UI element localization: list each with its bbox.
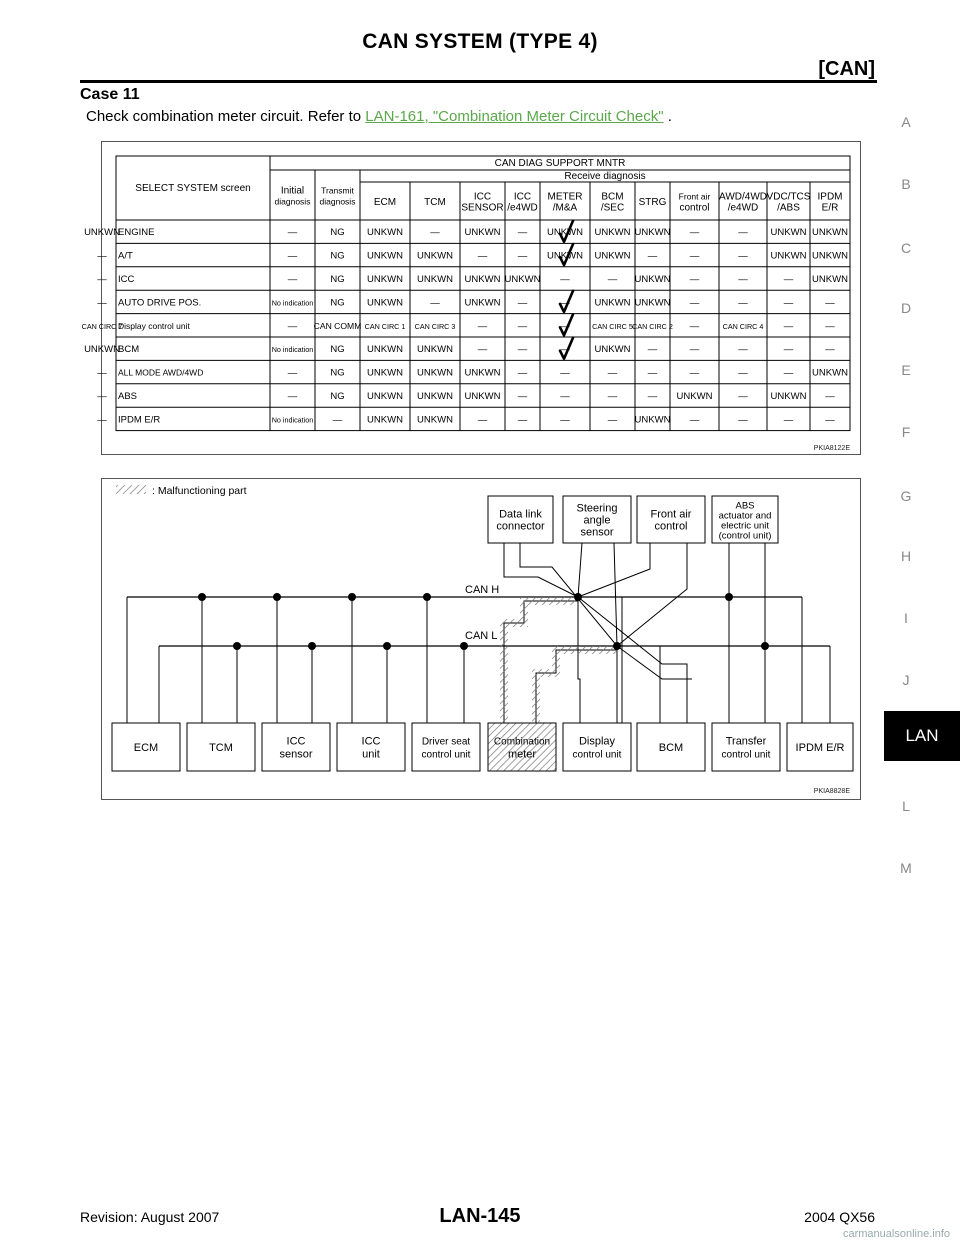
table-cell: —	[607, 367, 618, 379]
diagram-ref-code: PKIA8828E	[813, 788, 850, 795]
table-cell: —	[97, 250, 107, 262]
table-cell: UNKWN	[634, 414, 671, 426]
table-cell: —	[738, 367, 748, 379]
table-cell: —	[689, 320, 700, 332]
column-header: AWD/4WD	[719, 191, 767, 203]
table-cell: NG	[330, 391, 345, 402]
table-cell: —	[560, 320, 570, 332]
junction-dot	[423, 593, 431, 601]
table-cell: CAN CIRC 2	[632, 321, 673, 331]
bottom-unit-label: ICC	[361, 735, 381, 748]
table-cell: —	[517, 391, 528, 402]
table-cell: No indication	[271, 298, 314, 308]
case-title: Case 11	[80, 86, 140, 103]
table-cell: UNKWN	[812, 227, 848, 239]
table-cell: —	[607, 391, 618, 402]
top-wire	[504, 543, 578, 597]
check-suffix: .	[663, 108, 672, 125]
table-cell: NG	[330, 297, 345, 309]
bottom-unit-label: TCM	[209, 742, 233, 754]
table-cell: UNKWN	[594, 250, 631, 262]
can-diagram-svg	[102, 479, 860, 799]
table-cell: —	[783, 320, 794, 332]
row-label: ALL MODE AWD/4WD	[118, 367, 204, 378]
table-cell: —	[287, 227, 298, 239]
bottom-unit-label: control unit	[421, 749, 471, 761]
row-label: A/T	[118, 250, 133, 262]
bottom-unit-label: Transfer	[725, 735, 767, 748]
bottom-unit-label: ICC	[286, 735, 306, 748]
top-unit-label: angle	[583, 514, 611, 527]
table-cell: —	[97, 274, 107, 285]
bottom-unit-label: control unit	[721, 749, 771, 761]
table-cell: UNKWN	[417, 274, 453, 285]
legend-text: : Malfunctioning part	[152, 485, 247, 497]
table-cell: —	[825, 344, 835, 356]
bottom-unit-label: meter	[507, 748, 537, 761]
table-cell: UNKWN	[812, 367, 848, 379]
table-cell: NG	[330, 274, 345, 285]
table-cell: UNKWN	[634, 274, 671, 285]
table-cell: UNKWN	[84, 227, 120, 239]
column-header: /M&A	[552, 202, 578, 214]
table-cell: UNKWN	[367, 227, 403, 239]
table-cell: —	[477, 320, 488, 332]
table-cell: NG	[330, 250, 345, 262]
watermark: carmanualsonline.info	[842, 1228, 950, 1240]
table-cell: UNKWN	[464, 297, 501, 309]
model-text: 2004 QX56	[804, 1209, 875, 1225]
bottom-unit-label: sensor	[279, 748, 313, 761]
column-header: ICC	[513, 191, 532, 203]
top-unit-label: Steering	[576, 502, 618, 515]
table-cell: —	[97, 391, 107, 402]
table-cell: UNKWN	[367, 250, 403, 262]
table-cell: —	[517, 414, 528, 426]
table-cell: UNKWN	[367, 391, 403, 402]
table-cell: —	[689, 227, 700, 239]
table-cell: —	[647, 344, 658, 356]
side-index-letter: G	[900, 488, 912, 504]
bottom-unit-label: unit	[362, 748, 380, 761]
table-cell: UNKWN	[367, 414, 403, 426]
header-rule	[80, 80, 877, 83]
top-unit-label: sensor	[580, 526, 614, 539]
table-cell: UNKWN	[770, 391, 807, 402]
table-cell: UNKWN	[464, 367, 501, 379]
reference-link[interactable]: LAN-161, "Combination Meter Circuit Check"	[365, 108, 664, 125]
table-cell: —	[517, 320, 528, 332]
table-cell: —	[783, 274, 794, 285]
table-cell: CAN CIRC 5	[592, 321, 633, 331]
check-instruction	[86, 108, 672, 125]
can-l-label: CAN L	[465, 630, 498, 642]
table-cell: —	[287, 367, 298, 379]
table-cell: UNKWN	[417, 414, 453, 426]
top-wire	[520, 543, 617, 646]
bottom-unit-label: control unit	[572, 749, 622, 761]
row-label: BCM	[118, 344, 140, 356]
table-cell: —	[97, 297, 107, 309]
table-cell: —	[689, 414, 700, 426]
table-cell: —	[607, 274, 618, 285]
table-cell: UNKWN	[594, 227, 631, 239]
table-cell: —	[825, 391, 835, 402]
table-cell: —	[783, 344, 794, 356]
table-cell: UNKWN	[464, 227, 501, 239]
column-header: TCM	[424, 197, 446, 208]
table-cell: —	[689, 344, 700, 356]
table-cell: —	[689, 274, 700, 285]
revision-text: Revision: August 2007	[80, 1209, 220, 1225]
table-cell: —	[783, 414, 794, 426]
table-cell: —	[97, 367, 107, 379]
select-system-header: SELECT SYSTEM screen	[135, 183, 251, 194]
top-unit-label: ABS	[735, 500, 755, 512]
table-cell: —	[517, 250, 528, 262]
column-header: IPDM	[817, 191, 843, 203]
column-header: STRG	[638, 197, 667, 208]
table-cell: —	[560, 344, 570, 356]
side-index-letter: B	[901, 176, 911, 192]
table-cell: —	[287, 391, 298, 402]
table-cell: UNKWN	[812, 250, 848, 262]
table-cell: —	[287, 320, 298, 332]
side-index-letter: C	[900, 240, 912, 256]
table-cell: —	[689, 367, 700, 379]
table-cell: UNKWN	[464, 391, 501, 402]
column-header: ICC	[473, 191, 492, 203]
junction-dot	[308, 642, 316, 650]
top-unit-label: control	[654, 520, 688, 533]
column-header: BCM	[601, 191, 624, 203]
side-index-letter: H	[900, 548, 912, 564]
table-cell: UNKWN	[417, 250, 453, 262]
table-cell: —	[287, 274, 298, 285]
column-header: Front air	[678, 191, 711, 202]
table-cell: —	[783, 297, 794, 309]
check-prefix: Check combination meter circuit. Refer to	[86, 108, 366, 125]
junction-dot	[574, 593, 582, 601]
junction-dot	[613, 642, 621, 650]
table-cell: —	[477, 414, 488, 426]
table-cell: UNKWN	[676, 391, 713, 402]
junction-dot	[383, 642, 391, 650]
column-header: METER	[547, 191, 583, 203]
row-label: Display control unit	[118, 320, 190, 331]
table-cell: —	[517, 297, 528, 309]
side-index-letter: M	[900, 860, 912, 876]
junction-dot	[460, 642, 468, 650]
table-cell: UNKWN	[417, 367, 453, 379]
column-header: Initial	[280, 185, 305, 197]
table-cell: —	[560, 367, 570, 379]
bottom-unit-label: ECM	[133, 742, 159, 754]
side-index-letter: D	[900, 300, 912, 316]
table-cell: UNKWN	[634, 227, 671, 239]
bottom-unit-label: BCM	[658, 742, 684, 754]
can-diag-table	[81, 142, 860, 454]
bottom-unit-label: Combination	[493, 736, 551, 748]
table-cell: UNKWN	[367, 274, 403, 285]
junction-dot	[198, 593, 206, 601]
table-cell: UNKWN	[812, 274, 848, 285]
table-cell: —	[738, 414, 748, 426]
top-wire	[578, 543, 582, 597]
table-cell: —	[825, 297, 835, 309]
table-cell: No indication	[271, 415, 314, 425]
table-cell: —	[738, 344, 748, 356]
table-cell: —	[560, 274, 570, 285]
row-label: AUTO DRIVE POS.	[118, 297, 202, 309]
table-cell: CAN CIRC 4	[722, 321, 764, 331]
table-cell: —	[689, 250, 700, 262]
top-unit-label: actuator and	[718, 510, 772, 522]
side-index-letter: I	[904, 610, 908, 626]
table-cell: —	[738, 297, 748, 309]
row-label: ICC	[118, 274, 135, 285]
table-cell: —	[647, 250, 658, 262]
column-header: ECM	[373, 197, 397, 208]
table-cell: UNKWN	[547, 250, 583, 262]
junction-dot	[725, 593, 733, 601]
table-cell: —	[783, 367, 794, 379]
column-header: diagnosis	[319, 196, 356, 207]
top-unit-label: Data link	[499, 508, 542, 521]
column-header: E/R	[821, 202, 839, 214]
table-cell: —	[477, 250, 488, 262]
table-cell: UNKWN	[367, 344, 403, 356]
top-unit-label: (control unit)	[718, 530, 772, 542]
top-unit-label: connector	[496, 520, 545, 533]
table-cell: CAN CIRC 3	[414, 321, 456, 331]
table-cell: UNKWN	[417, 344, 453, 356]
junction-dot	[273, 593, 281, 601]
h-stub	[578, 597, 580, 723]
table-cell: —	[738, 250, 748, 262]
table-cell: —	[738, 227, 748, 239]
side-index-letter: E	[901, 362, 911, 378]
column-header: /e4WD	[507, 202, 538, 214]
h-stub	[578, 597, 687, 723]
table-cell: —	[477, 344, 488, 356]
can-diag-header: CAN DIAG SUPPORT MNTR	[494, 158, 626, 169]
side-index-letter: F	[901, 424, 911, 440]
column-header: SENSOR	[461, 202, 504, 214]
top-unit-label: electric unit	[720, 520, 770, 532]
table-cell: No indication	[271, 345, 314, 355]
page-number: LAN-145	[439, 1205, 521, 1227]
table-cell: UNKWN	[770, 227, 807, 239]
table-cell: UNKWN	[464, 274, 501, 285]
bottom-unit-label: Driver seat	[421, 736, 471, 748]
top-unit-label: Front air	[650, 508, 692, 521]
bottom-unit-label: Display	[578, 735, 616, 748]
table-cell: —	[517, 367, 528, 379]
table-cell: UNKWN	[504, 274, 541, 285]
diag-table-figure	[81, 141, 861, 455]
table-cell: CAN CIRC 1	[364, 321, 406, 331]
table-cell: UNKWN	[594, 297, 631, 309]
table-cell: —	[825, 320, 835, 332]
junction-dot	[233, 642, 241, 650]
table-cell: —	[332, 414, 343, 426]
l-stub	[617, 646, 692, 679]
malfunction-wire-l	[532, 646, 617, 723]
table-cell: CAN CIRC 7	[81, 321, 123, 331]
table-cell: —	[689, 297, 700, 309]
column-header: VDC/TCS	[766, 191, 811, 203]
junction-dot	[348, 593, 356, 601]
column-header: diagnosis	[274, 196, 311, 207]
table-cell: UNKWN	[367, 297, 403, 309]
table-ref-code: PKIA8122E	[813, 445, 850, 452]
junction-dot	[761, 642, 769, 650]
side-tab-active: LAN	[884, 711, 960, 761]
table-cell: UNKWN	[770, 250, 807, 262]
table-cell: —	[430, 297, 440, 309]
top-wire	[614, 543, 617, 646]
row-label: IPDM E/R	[118, 414, 161, 426]
side-index-letter: A	[901, 114, 911, 130]
table-cell: —	[287, 250, 298, 262]
column-header: /SEC	[600, 202, 625, 214]
column-header: control	[679, 202, 710, 214]
section-label: [CAN]	[818, 58, 875, 80]
legend-hatch-swatch	[116, 485, 146, 494]
table-cell: UNKWN	[634, 297, 671, 309]
receive-diagnosis-header: Receive diagnosis	[564, 171, 646, 182]
table-cell: —	[517, 227, 528, 239]
can-h-label: CAN H	[465, 584, 500, 596]
table-cell: —	[97, 414, 107, 426]
table-cell: —	[647, 367, 658, 379]
table-cell: —	[560, 391, 570, 402]
top-wire	[617, 543, 687, 646]
table-cell: NG	[330, 367, 345, 379]
page-title: CAN SYSTEM (TYPE 4)	[362, 30, 598, 53]
can-wiring-diagram	[101, 478, 861, 800]
table-cell: NG	[330, 344, 345, 356]
table-cell: UNKWN	[367, 367, 403, 379]
row-label: ENGINE	[118, 227, 155, 239]
table-cell: —	[738, 391, 748, 402]
table-cell: —	[647, 391, 658, 402]
table-cell: —	[560, 414, 570, 426]
table-cell: —	[517, 344, 528, 356]
column-header: /e4WD	[727, 202, 759, 214]
meter-l-wire	[536, 650, 617, 723]
table-cell: UNKWN	[84, 344, 120, 356]
table-cell: UNKWN	[594, 344, 631, 356]
table-cell: UNKWN	[547, 227, 583, 239]
table-cell: —	[560, 297, 570, 309]
column-header: /ABS	[777, 202, 800, 214]
row-label: ABS	[118, 391, 138, 402]
table-cell: —	[430, 227, 440, 239]
column-header: Transmit	[321, 185, 354, 196]
table-cell: —	[825, 414, 835, 426]
bottom-unit-label: IPDM E/R	[795, 742, 845, 754]
table-cell: CAN COMM	[313, 320, 362, 331]
side-index-letter: J	[902, 672, 910, 688]
table-cell: —	[738, 274, 748, 285]
side-index-letter: L	[902, 798, 910, 814]
table-cell: —	[607, 414, 618, 426]
table-cell: UNKWN	[417, 391, 453, 402]
table-cell: NG	[330, 227, 345, 239]
